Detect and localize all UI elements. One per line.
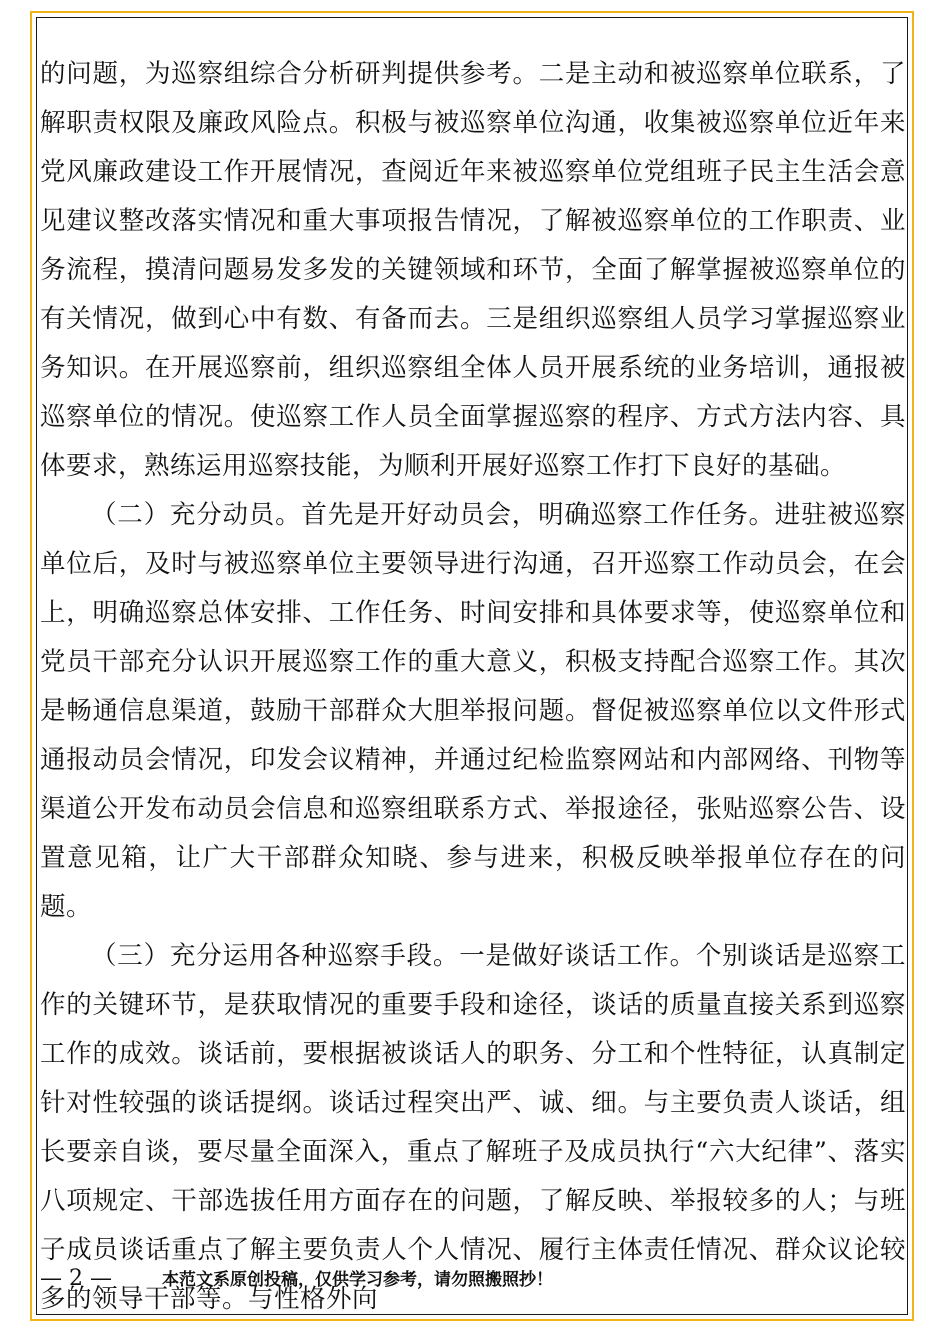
paragraph-mobilization: （二）充分动员。首先是开好动员会，明确巡察工作任务。进驻被巡察单位后，及时与被巡察单位主要领导进行沟通，召开巡察工作动员会，在会上，明确巡察总体安排、工作任务、时间安排和具体要求等，使巡察单位和党员干部充分认识开展巡察工作的重大意义，积极支持配合巡察工作。其次是畅通信息渠道，鼓励干部群众大胆举报问题。督促被巡察单位以文件形式通报动员会情况，印发会议精神，并通过纪检监察网站和内部网络、刊物等渠道公开发布动员会信息和巡察组联系方式、举报途径，张贴巡察公告、设置意见箱，让广大干部群众知晓、参与进来，积极反映举报单位存在的问题。 [40, 500, 906, 922]
paragraph-continuation: 的问题，为巡察组综合分析研判提供参考。二是主动和被巡察单位联系，了解职责权限及廉政风险点。积极与被巡察单位沟通，收集被巡察单位近年来党风廉政建设工作开展情况，查阅近年来被巡察单位党组班子民主生活会意见建议整改落实情况和重大事项报告情况，了解被巡察单位的工作职责、业务流程，摸清问题易发多发的关键领域和环节，全面了解掌握被巡察单位的有关情况，做到心中有数、有备而去。三是组织巡察组人员学习掌握巡察业务知识。在开展巡察前，组织巡察组全体人员开展系统的业务培训，通报被巡察单位的情况。使巡察工作人员全面掌握巡察的程序、方式方法内容、具体要求，熟练运用巡察技能，为顺利开展好巡察工作打下良好的基础。 [40, 59, 906, 481]
footer-disclaimer: 本范文系原创投稿，仅供学习参考，请勿照搬照抄！ [162, 1270, 553, 1290]
page-number: — 2 — [40, 1266, 112, 1291]
document-body [40, 50, 906, 1324]
paragraph-inspection-methods: （三）充分运用各种巡察手段。一是做好谈话工作。个别谈话是巡察工作的关键环节，是获取情况的重要手段和途径，谈话的质量直接关系到巡察工作的成效。谈话前，要根据被谈话人的职务、分工和个性特征，认真制定针对性较强的谈话提纲。谈话过程突出严、诚、细。与主要负责人谈话，组长要亲自谈，要尽量全面深入，重点了解班子及成员执行“六大纪律”、落实八项规定、干部选拔任用方面存在的问题，了解反映、举报较多的人；与班子成员谈话重点了解主要负责人个人情况、履行主体责任情况、群众议论较多的领导干部等。与性格外向 [40, 941, 906, 1314]
